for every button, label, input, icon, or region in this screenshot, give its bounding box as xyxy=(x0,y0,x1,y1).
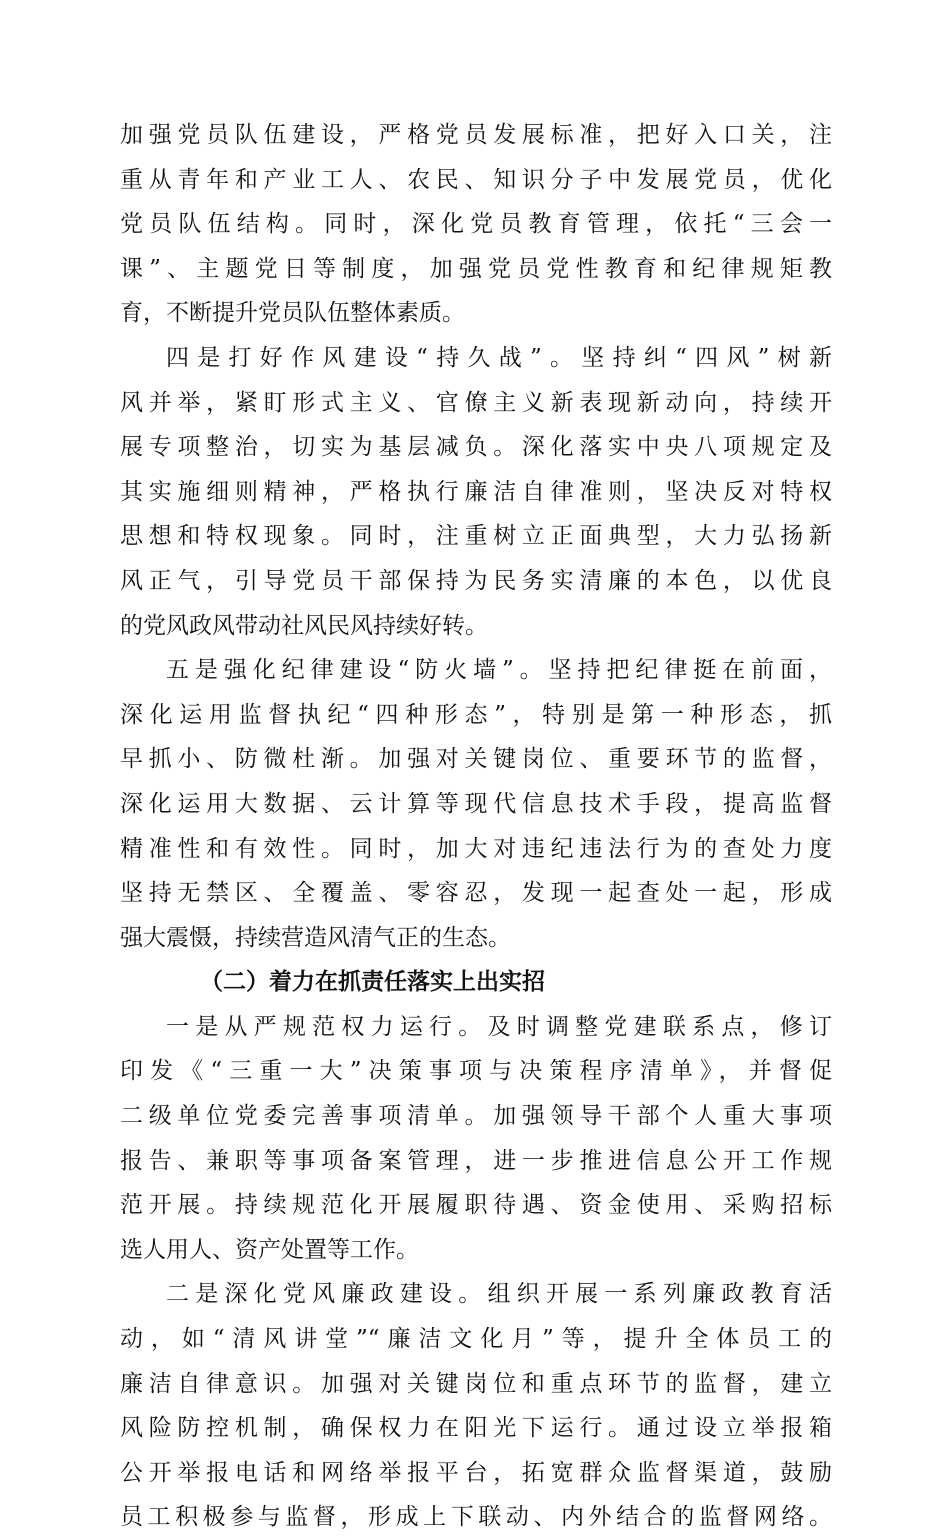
text-line: 强大震慑，持续营造风清气正的生态。 xyxy=(120,924,511,951)
text-line: 展专项整治，切实为基层减负。深化落实中央八项规定及 xyxy=(120,434,832,461)
text-line: 报告、兼职等事项备案管理，进一步推进信息公开工作规 xyxy=(120,1147,832,1174)
text-line: 思想和特权现象。同时，注重树立正面典型，大力弘扬新 xyxy=(120,523,832,550)
paragraph-start-line: 二是深化党风廉政建设。组织开展一系列廉政教育活 xyxy=(166,1281,832,1308)
text-line: 深化运用监督执纪“四种形态”，特别是第一种形态，抓 xyxy=(120,701,832,728)
paragraph-start-line: 一是从严规范权力运行。及时调整党建联系点，修订 xyxy=(166,1013,832,1040)
text-line: 的党风政风带动社风民风持续好转。 xyxy=(120,612,488,639)
text-line: 风并举，紧盯形式主义、官僚主义新表现新动向，持续开 xyxy=(120,389,832,416)
text-line: 早抓小、防微杜渐。加强对关键岗位、重要环节的监督， xyxy=(120,746,832,773)
text-line: 公开举报电话和网络举报平台，拓宽群众监督渠道，鼓励 xyxy=(120,1459,832,1486)
section-heading: （二）着力在抓责任落实上出实招 xyxy=(200,968,545,996)
text-line: 深化运用大数据、云计算等现代信息技术手段，提高监督 xyxy=(120,790,832,817)
paragraph-start-line: 四是打好作风建设“持久战”。坚持纠“四风”树新 xyxy=(166,344,832,371)
text-line: 动，如“清风讲堂”“廉洁文化月”等，提升全体员工的 xyxy=(120,1326,832,1353)
text-line: 坚持无禁区、全覆盖、零容忍，发现一起查处一起，形成 xyxy=(120,880,832,907)
text-line: 加强党员队伍建设，严格党员发展标准，把好入口关，注 xyxy=(120,122,832,148)
text-line: 精准性和有效性。同时，加大对违纪违法行为的查处力度 xyxy=(120,835,832,862)
text-line: 员工积极参与监督，形成上下联动、内外结合的监督网络。 xyxy=(120,1504,832,1531)
text-line: 二级单位党委完善事项清单。加强领导干部个人重大事项 xyxy=(120,1103,832,1130)
text-line: 其实施细则精神，严格执行廉洁自律准则，坚决反对特权 xyxy=(120,478,832,505)
text-line: 风正气，引导党员干部保持为民务实清廉的本色，以优良 xyxy=(120,567,832,594)
text-line: 范开展。持续规范化开展履职待遇、资金使用、采购招标 xyxy=(120,1192,832,1219)
text-line: 课”、主题党日等制度，加强党员党性教育和纪律规矩教 xyxy=(120,255,832,282)
document-body xyxy=(120,113,832,1540)
text-line: 风险防控机制，确保权力在阳光下运行。通过设立举报箱 xyxy=(120,1415,832,1442)
text-line: 育，不断提升党员队伍整体素质。 xyxy=(120,300,465,327)
text-line: 选人用人、资产处置等工作。 xyxy=(120,1236,419,1263)
paragraph-start-line: 五是强化纪律建设“防火墙”。坚持把纪律挺在前面， xyxy=(166,657,832,684)
text-line: 重从青年和产业工人、农民、知识分子中发展党员，优化 xyxy=(120,166,832,193)
text-line: 廉洁自律意识。加强对关键岗位和重点环节的监督，建立 xyxy=(120,1370,832,1397)
text-line: 党员队伍结构。同时，深化党员教育管理，依托“三会一 xyxy=(120,211,832,238)
text-line: 印发《“三重一大”决策事项与决策程序清单》，并督促 xyxy=(120,1058,832,1085)
